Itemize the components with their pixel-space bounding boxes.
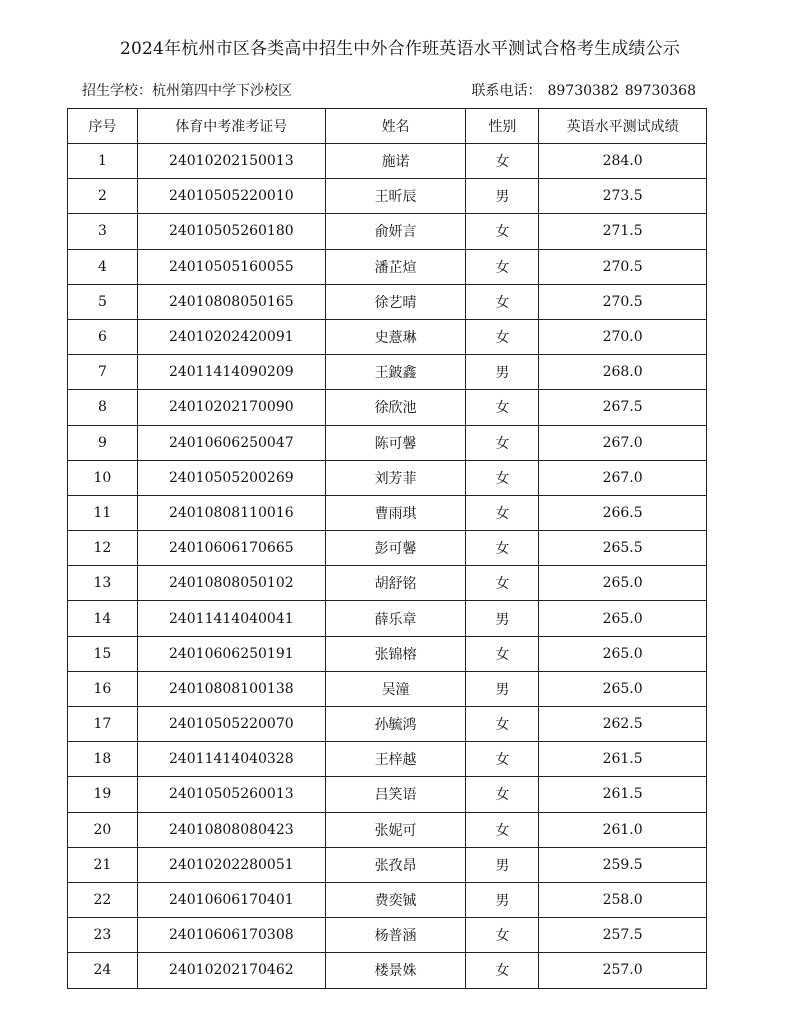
cell-score: 268.0 xyxy=(539,355,707,390)
cell-gender: 女 xyxy=(466,284,539,319)
cell-gender: 女 xyxy=(466,249,539,284)
cell-exam-id: 24010808050102 xyxy=(137,566,325,601)
cell-index: 19 xyxy=(68,777,138,812)
table-row xyxy=(68,179,707,214)
cell-name: 陈可馨 xyxy=(325,425,466,460)
cell-index: 8 xyxy=(68,390,138,425)
cell-exam-id: 24010606250047 xyxy=(137,425,325,460)
table-row xyxy=(68,214,707,249)
school-name: 杭州第四中学下沙校区 xyxy=(152,83,292,99)
cell-index: 24 xyxy=(68,953,138,988)
cell-index: 5 xyxy=(68,284,138,319)
cell-name: 吴潼 xyxy=(325,671,466,706)
cell-name: 史薏琳 xyxy=(325,319,466,354)
cell-exam-id: 24010202170462 xyxy=(137,953,325,988)
header-exam-id: 体育中考准考证号 xyxy=(137,109,325,144)
cell-gender: 女 xyxy=(466,953,539,988)
cell-index: 3 xyxy=(68,214,138,249)
cell-score: 265.0 xyxy=(539,636,707,671)
phone-label: 联系电话： xyxy=(471,83,542,99)
cell-index: 9 xyxy=(68,425,138,460)
cell-gender: 女 xyxy=(466,566,539,601)
cell-name: 王昕辰 xyxy=(325,179,466,214)
cell-name: 薛乐章 xyxy=(325,601,466,636)
cell-name: 杨普涵 xyxy=(325,918,466,953)
score-table xyxy=(67,108,707,989)
cell-index: 16 xyxy=(68,671,138,706)
cell-name: 施诺 xyxy=(325,144,466,179)
table-row xyxy=(68,284,707,319)
header-name: 姓名 xyxy=(325,109,466,144)
cell-gender: 女 xyxy=(466,531,539,566)
table-row xyxy=(68,847,707,882)
table-row xyxy=(68,812,707,847)
cell-index: 15 xyxy=(68,636,138,671)
table-row xyxy=(68,355,707,390)
cell-score: 258.0 xyxy=(539,882,707,917)
cell-gender: 男 xyxy=(466,355,539,390)
cell-exam-id: 24010202280051 xyxy=(137,847,325,882)
page-title: 2024年杭州市区各类高中招生中外合作班英语水平测试合格考生成绩公示 xyxy=(119,39,681,59)
cell-score: 259.5 xyxy=(539,847,707,882)
cell-gender: 男 xyxy=(466,601,539,636)
cell-index: 18 xyxy=(68,742,138,777)
cell-gender: 女 xyxy=(466,742,539,777)
table-row xyxy=(68,777,707,812)
table-row xyxy=(68,460,707,495)
cell-score: 284.0 xyxy=(539,144,707,179)
cell-name: 王梓越 xyxy=(325,742,466,777)
cell-exam-id: 24010606170665 xyxy=(137,531,325,566)
table-header-row xyxy=(68,109,707,144)
cell-exam-id: 24010606170401 xyxy=(137,882,325,917)
cell-name: 张妮可 xyxy=(325,812,466,847)
header-index: 序号 xyxy=(68,109,138,144)
cell-name: 吕笑语 xyxy=(325,777,466,812)
cell-score: 257.0 xyxy=(539,953,707,988)
cell-exam-id: 24011414040328 xyxy=(137,742,325,777)
table-row xyxy=(68,707,707,742)
cell-gender: 女 xyxy=(466,918,539,953)
cell-name: 彭可馨 xyxy=(325,531,466,566)
cell-score: 265.0 xyxy=(539,566,707,601)
table-row xyxy=(68,882,707,917)
cell-gender: 女 xyxy=(466,707,539,742)
cell-gender: 女 xyxy=(466,144,539,179)
cell-exam-id: 24010505260180 xyxy=(137,214,325,249)
cell-name: 俞妍言 xyxy=(325,214,466,249)
cell-gender: 女 xyxy=(466,425,539,460)
cell-name: 王鈹鑫 xyxy=(325,355,466,390)
table-row xyxy=(68,495,707,530)
phone-number-2: 89730368 xyxy=(624,83,696,99)
cell-name: 徐欣池 xyxy=(325,390,466,425)
phone-number-1: 89730382 xyxy=(547,83,619,99)
cell-name: 曹雨琪 xyxy=(325,495,466,530)
cell-index: 4 xyxy=(68,249,138,284)
cell-gender: 男 xyxy=(466,179,539,214)
table-row xyxy=(68,671,707,706)
cell-score: 270.5 xyxy=(539,249,707,284)
cell-name: 张孜昂 xyxy=(325,847,466,882)
cell-gender: 女 xyxy=(466,319,539,354)
cell-exam-id: 24010202150013 xyxy=(137,144,325,179)
cell-score: 265.0 xyxy=(539,671,707,706)
table-row xyxy=(68,249,707,284)
table-row xyxy=(68,531,707,566)
table-row xyxy=(68,425,707,460)
cell-score: 265.5 xyxy=(539,531,707,566)
cell-exam-id: 24011414090209 xyxy=(137,355,325,390)
cell-score: 267.5 xyxy=(539,390,707,425)
cell-score: 257.5 xyxy=(539,918,707,953)
school-info xyxy=(82,80,292,100)
cell-gender: 女 xyxy=(466,460,539,495)
cell-score: 271.5 xyxy=(539,214,707,249)
table-row xyxy=(68,566,707,601)
cell-exam-id: 24010505260013 xyxy=(137,777,325,812)
cell-score: 265.0 xyxy=(539,601,707,636)
cell-gender: 女 xyxy=(466,214,539,249)
cell-score: 273.5 xyxy=(539,179,707,214)
school-label: 招生学校： xyxy=(82,83,152,99)
cell-name: 楼景姝 xyxy=(325,953,466,988)
table-row xyxy=(68,144,707,179)
cell-score: 270.0 xyxy=(539,319,707,354)
cell-name: 张锦榕 xyxy=(325,636,466,671)
cell-exam-id: 24010202420091 xyxy=(137,319,325,354)
table-row xyxy=(68,390,707,425)
cell-score: 262.5 xyxy=(539,707,707,742)
table-body xyxy=(68,144,707,989)
cell-index: 1 xyxy=(68,144,138,179)
cell-index: 22 xyxy=(68,882,138,917)
cell-score: 267.0 xyxy=(539,425,707,460)
cell-exam-id: 24010505200269 xyxy=(137,460,325,495)
cell-index: 7 xyxy=(68,355,138,390)
table-row xyxy=(68,918,707,953)
cell-gender: 女 xyxy=(466,390,539,425)
cell-gender: 女 xyxy=(466,636,539,671)
cell-exam-id: 24010202170090 xyxy=(137,390,325,425)
cell-exam-id: 24010505220070 xyxy=(137,707,325,742)
cell-gender: 男 xyxy=(466,847,539,882)
table-row xyxy=(68,319,707,354)
cell-index: 6 xyxy=(68,319,138,354)
cell-score: 261.0 xyxy=(539,812,707,847)
cell-name: 孙毓鸿 xyxy=(325,707,466,742)
cell-name: 胡舒铭 xyxy=(325,566,466,601)
cell-score: 261.5 xyxy=(539,777,707,812)
table-row xyxy=(68,742,707,777)
cell-score: 267.0 xyxy=(539,460,707,495)
cell-gender: 女 xyxy=(466,812,539,847)
cell-index: 21 xyxy=(68,847,138,882)
cell-index: 20 xyxy=(68,812,138,847)
table-row xyxy=(68,601,707,636)
cell-name: 徐艺晴 xyxy=(325,284,466,319)
cell-exam-id: 24010808100138 xyxy=(137,671,325,706)
cell-exam-id: 24010505160055 xyxy=(137,249,325,284)
cell-index: 17 xyxy=(68,707,138,742)
cell-gender: 女 xyxy=(466,495,539,530)
contact-info xyxy=(471,80,696,100)
cell-index: 12 xyxy=(68,531,138,566)
cell-exam-id: 24010808110016 xyxy=(137,495,325,530)
cell-exam-id: 24010505220010 xyxy=(137,179,325,214)
cell-score: 266.5 xyxy=(539,495,707,530)
cell-index: 13 xyxy=(68,566,138,601)
cell-exam-id: 24011414040041 xyxy=(137,601,325,636)
cell-gender: 男 xyxy=(466,671,539,706)
table-row xyxy=(68,636,707,671)
cell-name: 费奕铖 xyxy=(325,882,466,917)
cell-index: 10 xyxy=(68,460,138,495)
cell-score: 261.5 xyxy=(539,742,707,777)
cell-index: 14 xyxy=(68,601,138,636)
cell-name: 刘芳菲 xyxy=(325,460,466,495)
cell-index: 2 xyxy=(68,179,138,214)
cell-exam-id: 24010606170308 xyxy=(137,918,325,953)
cell-index: 11 xyxy=(68,495,138,530)
header-score: 英语水平测试成绩 xyxy=(539,109,707,144)
table-row xyxy=(68,953,707,988)
cell-exam-id: 24010808080423 xyxy=(137,812,325,847)
cell-gender: 女 xyxy=(466,777,539,812)
cell-gender: 男 xyxy=(466,882,539,917)
cell-score: 270.5 xyxy=(539,284,707,319)
cell-name: 潘芷煊 xyxy=(325,249,466,284)
cell-index: 23 xyxy=(68,918,138,953)
header-gender: 性别 xyxy=(466,109,539,144)
cell-exam-id: 24010808050165 xyxy=(137,284,325,319)
cell-exam-id: 24010606250191 xyxy=(137,636,325,671)
